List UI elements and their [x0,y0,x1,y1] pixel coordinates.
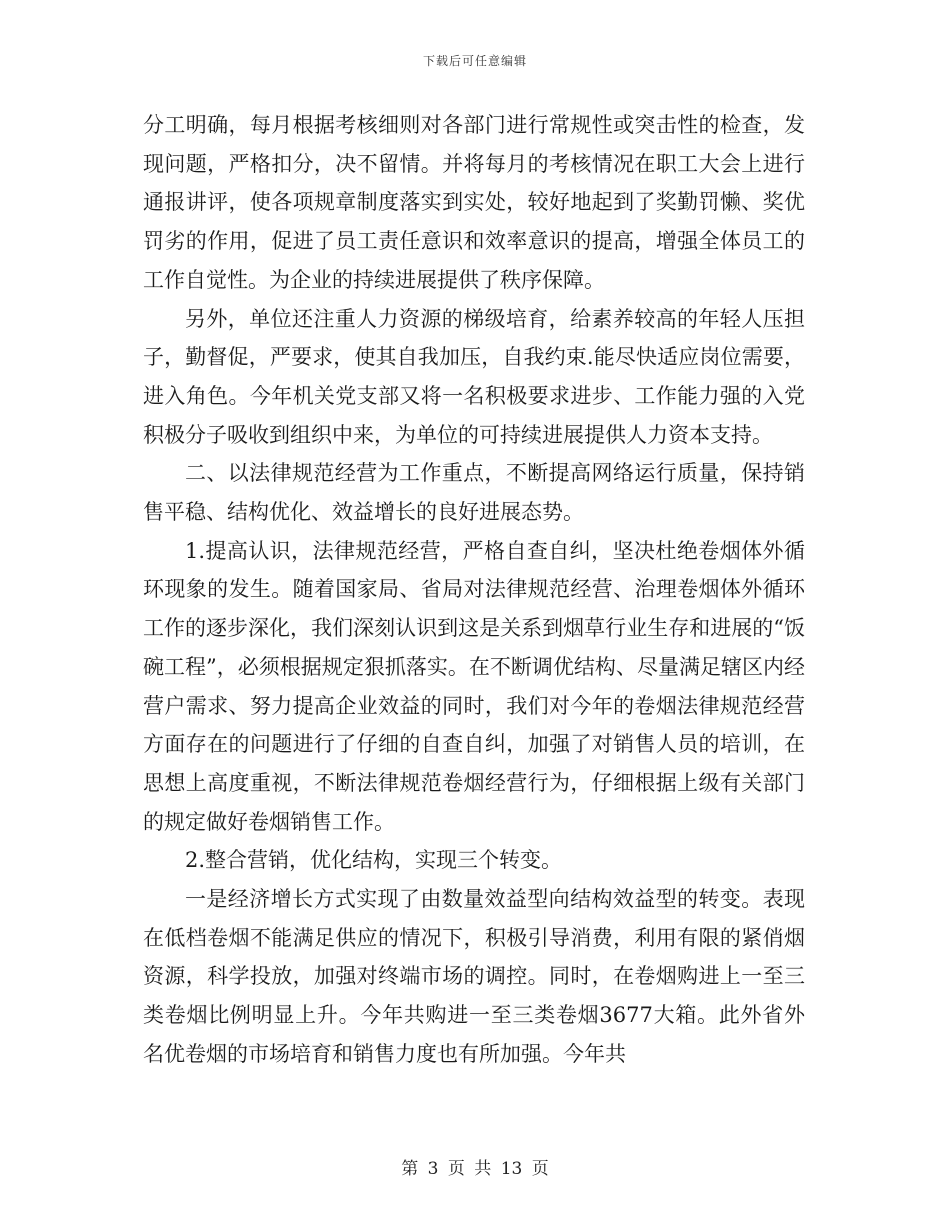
paragraph-item-one: 1.提高认识，法律规范经营，严格自查自纠，坚决杜绝卷烟体外循环现象的发生。随着国家局、省局对法律规范经营、治理卷烟体外循环工作的逐步深化，我们深刻认识到这是关系到烟草行业生存和进展的“饭碗工程”，必须根据规定狠抓落实。在不断调优结构、尽量满足辖区内经营户需求、努力提高企业效益的同时，我们对今年的卷烟法律规范经营方面存在的问题进行了仔细的自查自纠，加强了对销售人员的培训，在思想上高度重视，不断法律规范卷烟经营行为，仔细根据上级有关部门的规定做好卷烟销售工作。 [143,538,805,834]
paragraph-talent-development: 另外，单位还注重人力资源的梯级培育，给素养较高的年轻人压担子，勤督促，严要求，使其自我加压，自我约束.能尽快适应岗位需要，进入角色。今年机关党支部又将一名积极要求进步、工作能力强的入党积极分子吸收到组织中来，为单位的可持续进展提供人力资本支持。 [143,306,805,447]
paragraph-growth-mode: 一是经济增长方式实现了由数量效益型向结构效益型的转变。表现在低档卷烟不能满足供应的情况下，积极引导消费，利用有限的紧俏烟资源，科学投放，加强对终端市场的调控。同时，在卷烟购进上一至三类卷烟比例明显上升。今年共购进一至三类卷烟3677大箱。此外省外名优卷烟的市场培育和销售力度也有所加强。今年共 [143,887,805,1066]
paragraph-continuation: 分工明确，每月根据考核细则对各部门进行常规性或突击性的检查，发现问题，严格扣分，决不留情。并将每月的考核情况在职工大会上进行通报讲评，使各项规章制度落实到实处，较好地起到了奖勤罚懒、奖优罚劣的作用，促进了员工责任意识和效率意识的提高，增强全体员工的工作自觉性。为企业的持续进展提供了秩序保障。 [143,113,805,292]
page-number-footer: 第 3 页 共 13 页 [401,1159,549,1179]
page-header-note: 下载后可任意编辑 [422,54,527,68]
paragraph-item-two: 2.整合营销，优化结构，实现三个转变。 [185,848,563,873]
section-heading-two: 二、以法律规范经营为工作重点，不断提高网络运行质量，保持销售平稳、结构优化、效益增长的良好进展态势。 [143,461,805,525]
document-body [143,106,805,1074]
